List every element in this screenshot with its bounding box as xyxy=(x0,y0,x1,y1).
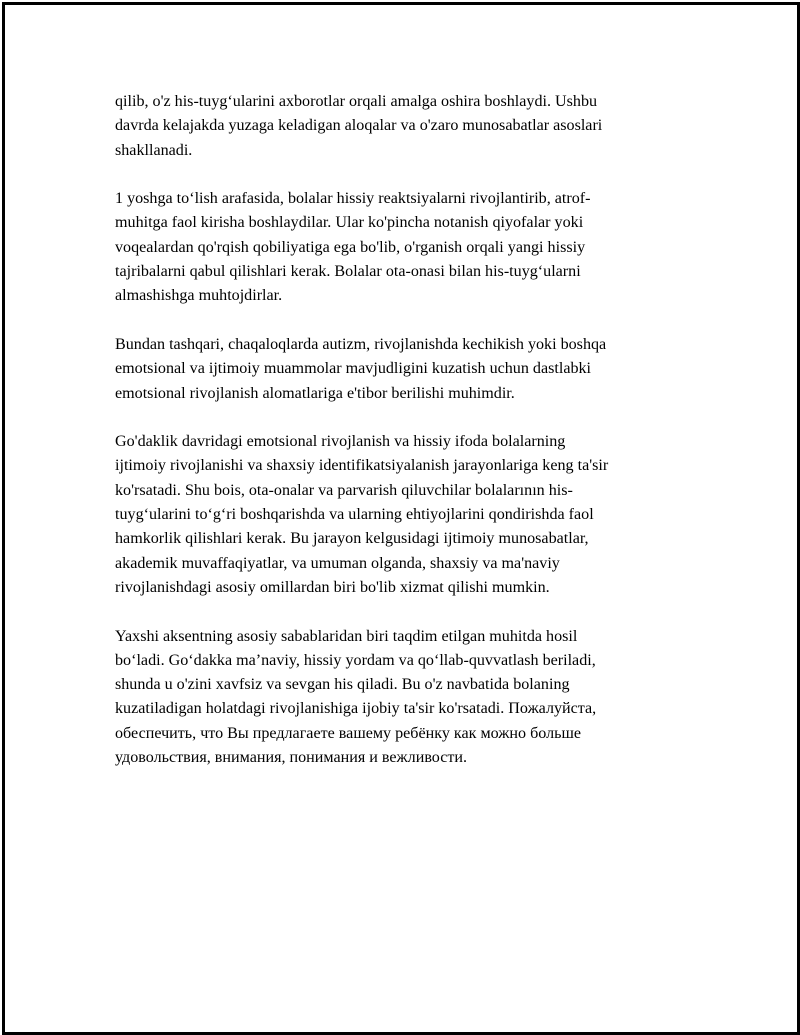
paragraph-5: Yaxshi aksentning asosiy sabablaridan biri taqdim etilgan muhitda hosil bo‘ladi. Go‘dakka ma’naviy, hissiy yordam va qo‘llab-quvvatlash beriladi, shunda u o'zini xavfsiz va sevgan his qiladi. Bu o'z navbatida bolaning kuzatiladigan holatdagi rivojlanishiga ijobiy ta'sir ko'rsatadi. Пожалуйста, обеспечить, что Вы предлагаете вашему ребёнку как можно больше удовольствия, внимания, понимания и вежливости. xyxy=(115,627,597,767)
document-body xyxy=(115,90,675,795)
paragraph-3: Bundan tashqari, chaqaloqlarda autizm, rivojlanishda kechikish yoki boshqa emotsional va ijtimoiy muammolar mavjudligini kuzatish uchun dastlabki emotsional rivojlanish alomatlariga e'tibor berilishi muhimdir. xyxy=(115,335,607,402)
paragraph-2: 1 yoshga to‘lish arafasida, bolalar hissiy reaktsiyalarni rivojlantirib, atrof- muhitga faol kirisha boshlaydilar. Ular ko'pincha notanish qiyofalar yoki voqealardan qo'rqish qobiliyatiga ega bo'lib, o'rganish orqali yangi hissiy tajribalarni qabul qilishlari kerak. Bolalar ota-onasi bilan his-tuyg‘ularni almashishga muhtojdirlar. xyxy=(115,190,591,305)
paragraph-4: Go'daklik davridagi emotsional rivojlanish va hissiy ifoda bolalarning ijtimoiy rivojlanishi va shaxsiy identifikatsiyalanish jarayonlariga keng ta'sir ko'rsatadi. Shu bois, ota-onalar va parvarish qiluvchilar bolalarının his- tuyg‘ularini to‘g‘ri boshqarishda va ularning ehtiyojlarini qondirishda faol hamkorlik qilishlari kerak. Bu jarayon kelgusidagi ijtimoiy munosabatlar, akademik muvaffaqiyatlar, va umuman olganda, shaxsiy va ma'naviy rivojlanishdagi asosiy omillardan biri bo'lib xizmat qilishi mumkin. xyxy=(115,433,609,596)
paragraph-1: qilib, o'z his-tuyg‘ularini axborotlar orqali amalga oshira boshlaydi. Ushbu davrda kelajakda yuzaga keladigan aloqalar va o'zaro munosabatlar asoslari shakllanadi. xyxy=(115,93,603,159)
